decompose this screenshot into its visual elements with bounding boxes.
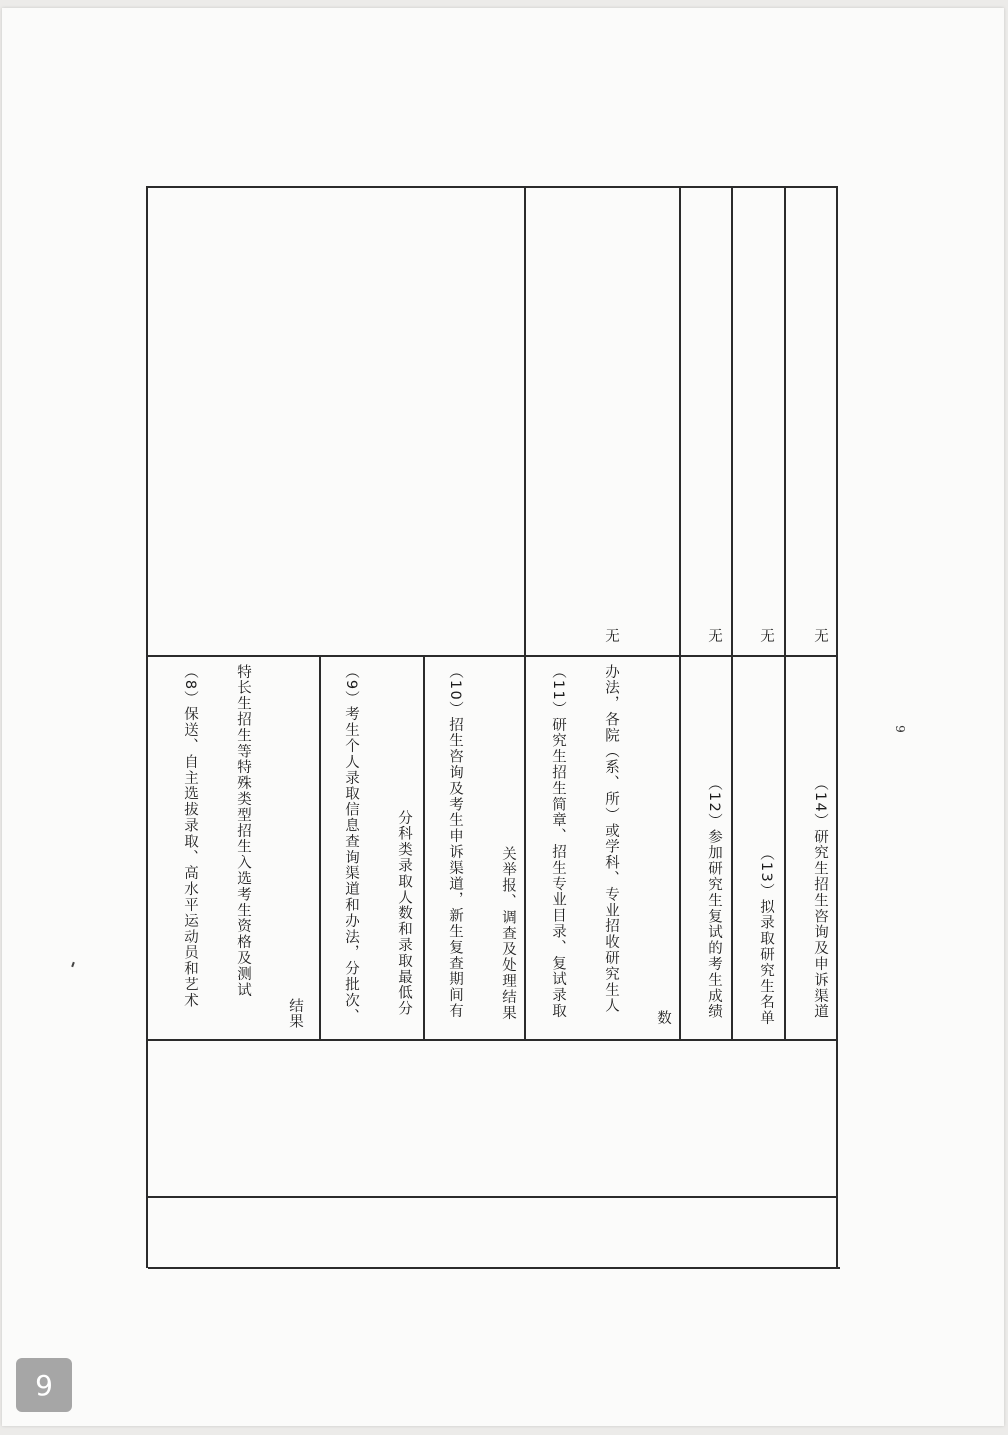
row-14-value: 无 — [812, 628, 828, 644]
row-13-line-1: （13）拟录取研究生名单 — [758, 846, 774, 1027]
row-8-line-1: （8）保送、自主选拔录取、高水平运动员和艺术 — [182, 664, 198, 1009]
row-11-value: 无 — [603, 628, 619, 644]
row-separator-category — [148, 1039, 838, 1041]
row-divider-11-12 — [679, 186, 681, 1040]
row-separator-bottom — [148, 1196, 838, 1198]
row-divider-12-13 — [731, 186, 733, 1040]
row-12-value: 无 — [706, 628, 722, 644]
table-border-bottom — [148, 1267, 840, 1269]
row-divider-10-11 — [524, 186, 526, 1040]
row-8-line-2: 特长生招生等特殊类型招生入选考生资格及测试 — [235, 664, 251, 998]
row-10-line-1: （10）招生咨询及考生申诉渠道，新生复查期间有 — [447, 664, 463, 1020]
scanned-page — [2, 8, 1004, 1426]
row-divider-8-9 — [319, 657, 321, 1040]
row-divider-9-10 — [423, 657, 425, 1040]
row-9-line-2: 分科类录取人数和录取最低分 — [396, 810, 412, 1017]
table-border-right — [836, 186, 838, 1268]
row-11-line-1: （11）研究生招生简章、招生专业目录、复试录取 — [550, 664, 566, 1020]
row-13-value: 无 — [758, 628, 774, 644]
page-indicator-badge[interactable]: 9 — [16, 1358, 72, 1412]
row-separator-item-value — [148, 655, 837, 657]
row-11-line-2: 办法，各院（系、所）或学科、专业招收研究生人 — [603, 664, 619, 1014]
row-12-line-1: （12）参加研究生复试的考生成绩 — [706, 776, 722, 1020]
row-11-line-3: 数 — [655, 1010, 671, 1026]
row-14-line-1: （14）研究生招生咨询及申诉渠道 — [812, 776, 828, 1020]
row-10-line-2: 关举报、调查及处理结果 — [500, 846, 516, 1021]
row-divider-13-14 — [784, 186, 786, 1040]
row-8-line-3: 结果 — [287, 998, 303, 1030]
page-number: 9 — [892, 725, 907, 733]
table-border-left — [146, 186, 148, 1268]
row-9-line-1: （9）考生个人录取信息查询渠道和办法，分批次、 — [343, 664, 359, 1025]
